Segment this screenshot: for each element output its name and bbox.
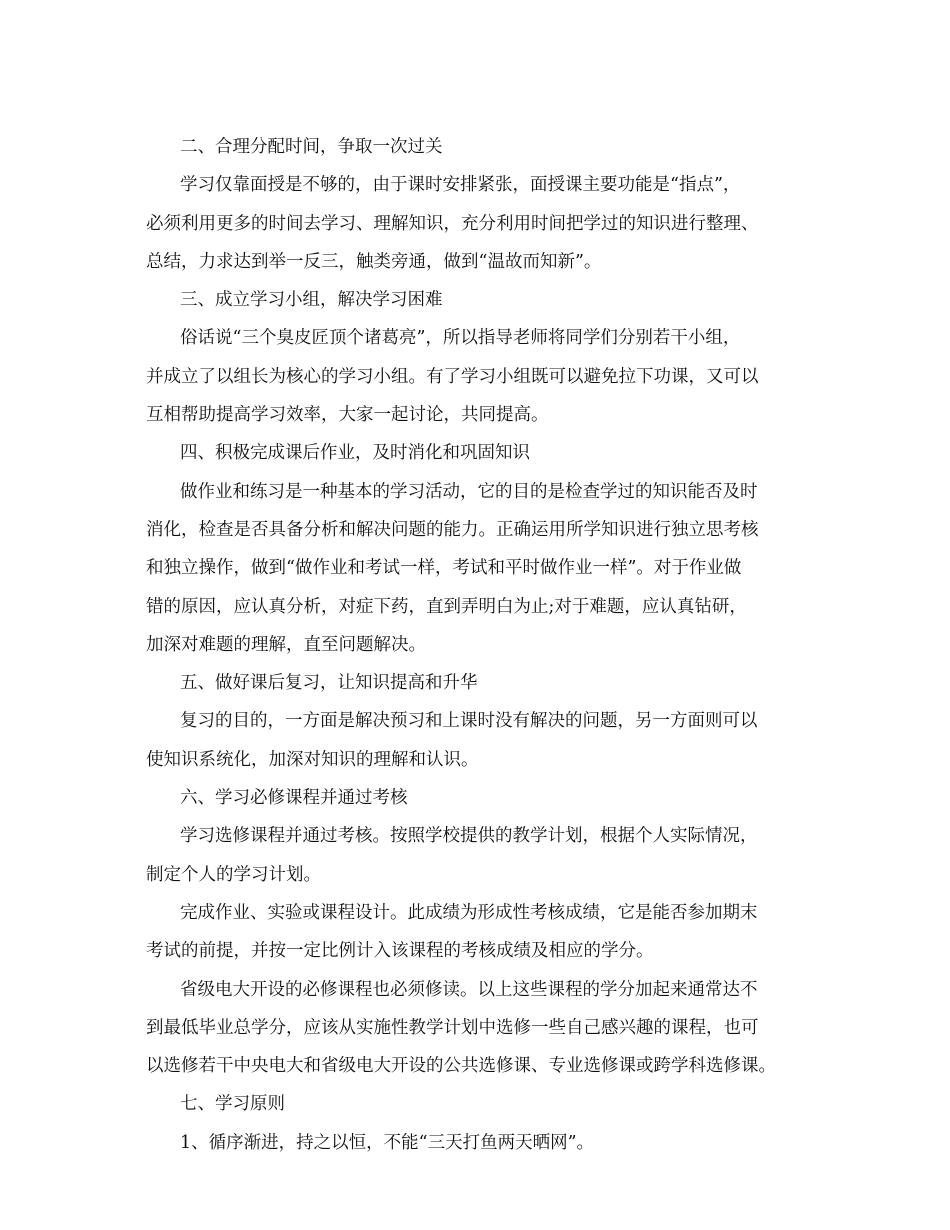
paragraph-line: 到最低毕业总学分，应该从实施性教学计划中选修一些自己感兴趣的课程，也可 bbox=[146, 1017, 759, 1038]
section-heading-3: 三、成立学习小组，解决学习困难 bbox=[180, 290, 443, 311]
section-heading-4: 四、积极完成课后作业，及时消化和巩固知识 bbox=[180, 443, 530, 464]
paragraph-line: 俗话说“三个臭皮匠顶个诸葛亮”，所以指导老师将同学们分别若干小组， bbox=[180, 328, 741, 349]
paragraph-line: 和独立操作，做到“做作业和考试一样，考试和平时做作业一样”。对于作业做 bbox=[146, 558, 742, 579]
paragraph-line: 做作业和练习是一种基本的学习活动，它的目的是检查学过的知识能否及时 bbox=[180, 481, 758, 502]
paragraph-line: 消化，检查是否具备分析和解决问题的能力。正确运用所学知识进行独立思考核 bbox=[146, 519, 759, 540]
document-body bbox=[146, 128, 814, 1162]
paragraph-line: 完成作业、实验或课程设计。此成绩为形成性考核成绩，它是能否参加期末 bbox=[180, 902, 758, 923]
paragraph-line: 省级电大开设的必修课程也必须修读。以上这些课程的学分加起来通常达不 bbox=[180, 979, 758, 1000]
paragraph-line: 加深对难题的理解，直至问题解决。 bbox=[146, 634, 426, 655]
paragraph-line: 以选修若干中央电大和省级电大开设的公共选修课、专业选修课或跨学科选修课。 bbox=[146, 1056, 776, 1077]
paragraph-line: 使知识系统化，加深对知识的理解和认识。 bbox=[146, 749, 479, 770]
paragraph-line: 复习的目的，一方面是解决预习和上课时没有解决的问题，另一方面则可以 bbox=[180, 711, 758, 732]
paragraph-line: 必须利用更多的时间去学习、理解知识，充分利用时间把学过的知识进行整理、 bbox=[146, 213, 759, 234]
paragraph-line: 总结，力求达到举一反三，触类旁通，做到“温故而知新”。 bbox=[146, 251, 602, 272]
paragraph-line: 错的原因，应认真分析，对症下药，直到弄明白为止;对于难题，应认真钻研， bbox=[146, 596, 747, 617]
list-item: 1、循序渐进，持之以恒，不能“三天打鱼两天晒网”。 bbox=[180, 1132, 595, 1153]
section-heading-2: 二、合理分配时间，争取一次过关 bbox=[180, 137, 443, 157]
section-heading-5: 五、做好课后复习，让知识提高和升华 bbox=[180, 673, 478, 694]
paragraph-line: 互相帮助提高学习效率，大家一起讨论，共同提高。 bbox=[146, 405, 549, 426]
paragraph-line: 学习选修课程并通过考核。按照学校提供的教学计划，根据个人实际情况， bbox=[180, 826, 758, 847]
paragraph-line: 制定个人的学习计划。 bbox=[146, 864, 321, 885]
paragraph-line: 并成立了以组长为核心的学习小组。有了学习小组既可以避免拉下功课，又可以 bbox=[146, 366, 759, 387]
paragraph-line: 考试的前提，并按一定比例计入该课程的考核成绩及相应的学分。 bbox=[146, 941, 654, 962]
section-heading-6: 六、学习必修课程并通过考核 bbox=[180, 788, 408, 809]
paragraph-line: 学习仅靠面授是不够的，由于课时安排紧张，面授课主要功能是“指点”， bbox=[180, 175, 741, 196]
section-heading-7: 七、学习原则 bbox=[180, 1094, 285, 1115]
